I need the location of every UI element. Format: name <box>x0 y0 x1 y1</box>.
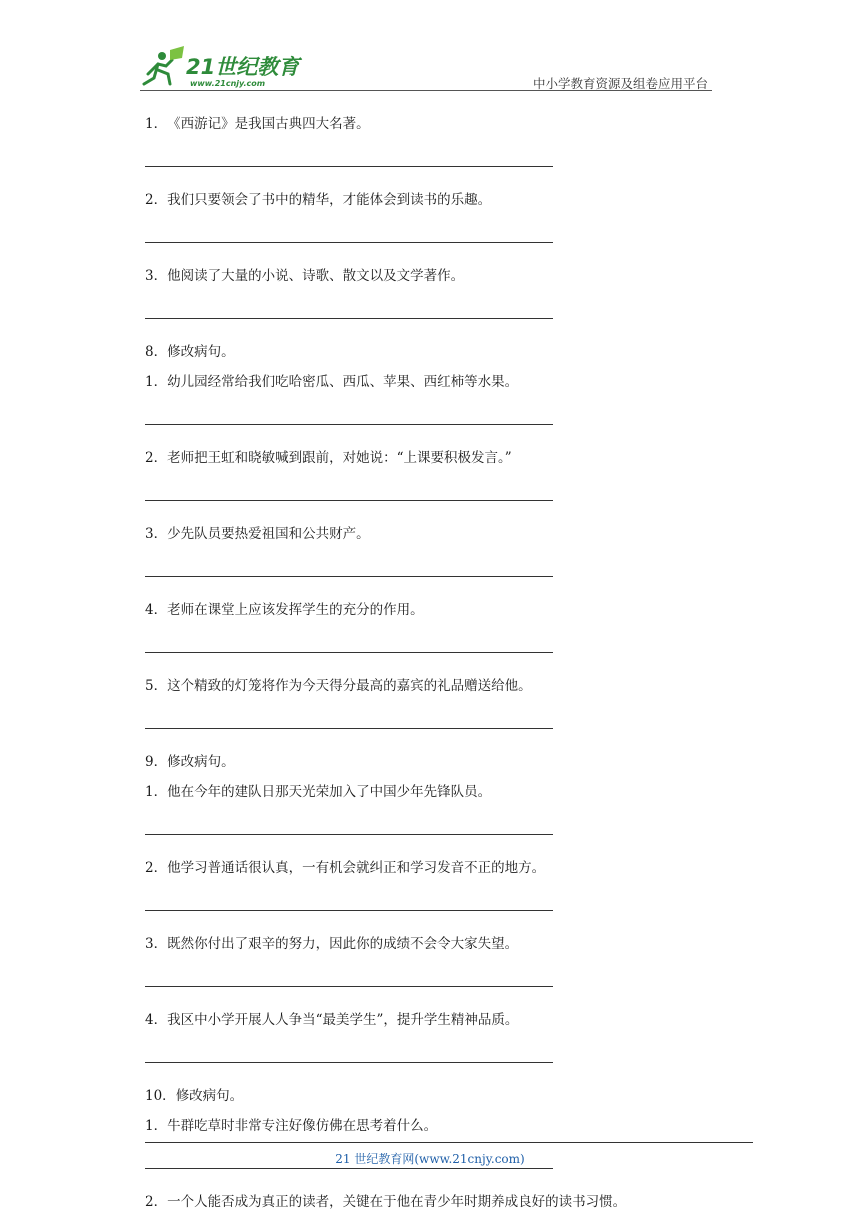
item-number: 2． <box>145 450 168 466</box>
item-text: 我区中小学开展人人争当“最美学生”，提升学生精神品质。 <box>167 1012 519 1028</box>
item-number: 10． <box>145 1088 176 1104</box>
answer-line[interactable] <box>145 318 553 319</box>
sentence-item <box>145 190 491 210</box>
question-heading <box>145 752 235 772</box>
item-number: 2． <box>145 1194 168 1210</box>
item-text: 他阅读了大量的小说、诗歌、散文以及文学著作。 <box>167 268 465 284</box>
logo <box>140 44 315 92</box>
item-number: 2． <box>145 860 168 876</box>
item-number: 1． <box>145 784 168 800</box>
item-text: 一个人能否成为真正的读者，关键在于他在青少年时期养成良好的读书习惯。 <box>167 1194 627 1210</box>
sentence-item <box>145 858 545 878</box>
item-number: 4． <box>145 602 168 618</box>
item-number: 5． <box>145 678 168 694</box>
item-number: 3． <box>145 936 168 952</box>
item-number: 1． <box>145 374 168 390</box>
answer-line[interactable] <box>145 834 553 835</box>
sentence-item <box>145 782 491 802</box>
item-text: 我们只要领会了书中的精华，才能体会到读书的乐趣。 <box>167 192 492 208</box>
answer-line[interactable] <box>145 242 553 243</box>
question-heading <box>145 1086 243 1106</box>
sentence-item <box>145 1116 437 1136</box>
sentence-item <box>145 372 518 392</box>
item-text: 修改病句。 <box>167 754 235 770</box>
sentence-item <box>145 934 518 954</box>
item-text: 修改病句。 <box>167 344 235 360</box>
logo-text: 21世纪教育 <box>186 55 300 79</box>
answer-line[interactable] <box>145 728 553 729</box>
item-number: 1． <box>145 1118 168 1134</box>
answer-line[interactable] <box>145 1062 553 1063</box>
sentence-item <box>145 1010 518 1030</box>
platform-name: 中小学教育资源及组卷应用平台 <box>532 76 708 91</box>
item-number: 3． <box>145 268 168 284</box>
item-number: 8． <box>145 344 168 360</box>
sentence-item <box>145 448 512 468</box>
answer-line[interactable] <box>145 910 553 911</box>
item-text: 这个精致的灯笼将作为今天得分最高的嘉宾的礼品赠送给他。 <box>167 678 532 694</box>
answer-line[interactable] <box>145 652 553 653</box>
sentence-item <box>145 524 370 544</box>
item-text: 老师把王虹和晓敏喊到跟前，对她说：“上课要积极发言。” <box>167 450 512 466</box>
item-number: 4． <box>145 1012 168 1028</box>
header-rule <box>140 90 712 91</box>
page-header <box>140 44 712 92</box>
item-text: 他学习普通话很认真，一有机会就纠正和学习发音不正的地方。 <box>167 860 546 876</box>
footer-rule <box>145 1142 753 1143</box>
item-text: 他在今年的建队日那天光荣加入了中国少年先锋队员。 <box>167 784 492 800</box>
runner-icon <box>144 46 184 84</box>
item-number: 2． <box>145 192 168 208</box>
question-heading <box>145 342 235 362</box>
sentence-item <box>145 266 464 286</box>
item-number: 1． <box>145 116 168 132</box>
item-text: 修改病句。 <box>175 1088 244 1104</box>
item-text: 《西游记》是我国古典四大名著。 <box>167 116 370 132</box>
answer-line[interactable] <box>145 1168 553 1169</box>
footer-text: 21 世纪教育网(www.21cnjy.com) <box>335 1152 525 1166</box>
item-text: 少先队员要热爱祖国和公共财产。 <box>167 526 370 542</box>
answer-line[interactable] <box>145 500 553 501</box>
answer-line[interactable] <box>145 576 553 577</box>
item-number: 9． <box>145 754 168 770</box>
sentence-item <box>145 1192 626 1212</box>
item-text: 老师在课堂上应该发挥学生的充分的作用。 <box>167 602 424 618</box>
item-number: 3． <box>145 526 168 542</box>
sentence-item <box>145 114 370 134</box>
answer-line[interactable] <box>145 424 553 425</box>
item-text: 牛群吃草时非常专注好像仿佛在思考着什么。 <box>167 1118 438 1134</box>
answer-line[interactable] <box>145 166 553 167</box>
sentence-item <box>145 600 424 620</box>
item-text: 幼儿园经常给我们吃哈密瓜、西瓜、苹果、西红柿等水果。 <box>167 374 519 390</box>
sentence-item <box>145 676 532 696</box>
logo-url: www.21cnjy.com <box>190 79 266 88</box>
item-text: 既然你付出了艰辛的努力，因此你的成绩不会令大家失望。 <box>167 936 519 952</box>
answer-line[interactable] <box>145 986 553 987</box>
